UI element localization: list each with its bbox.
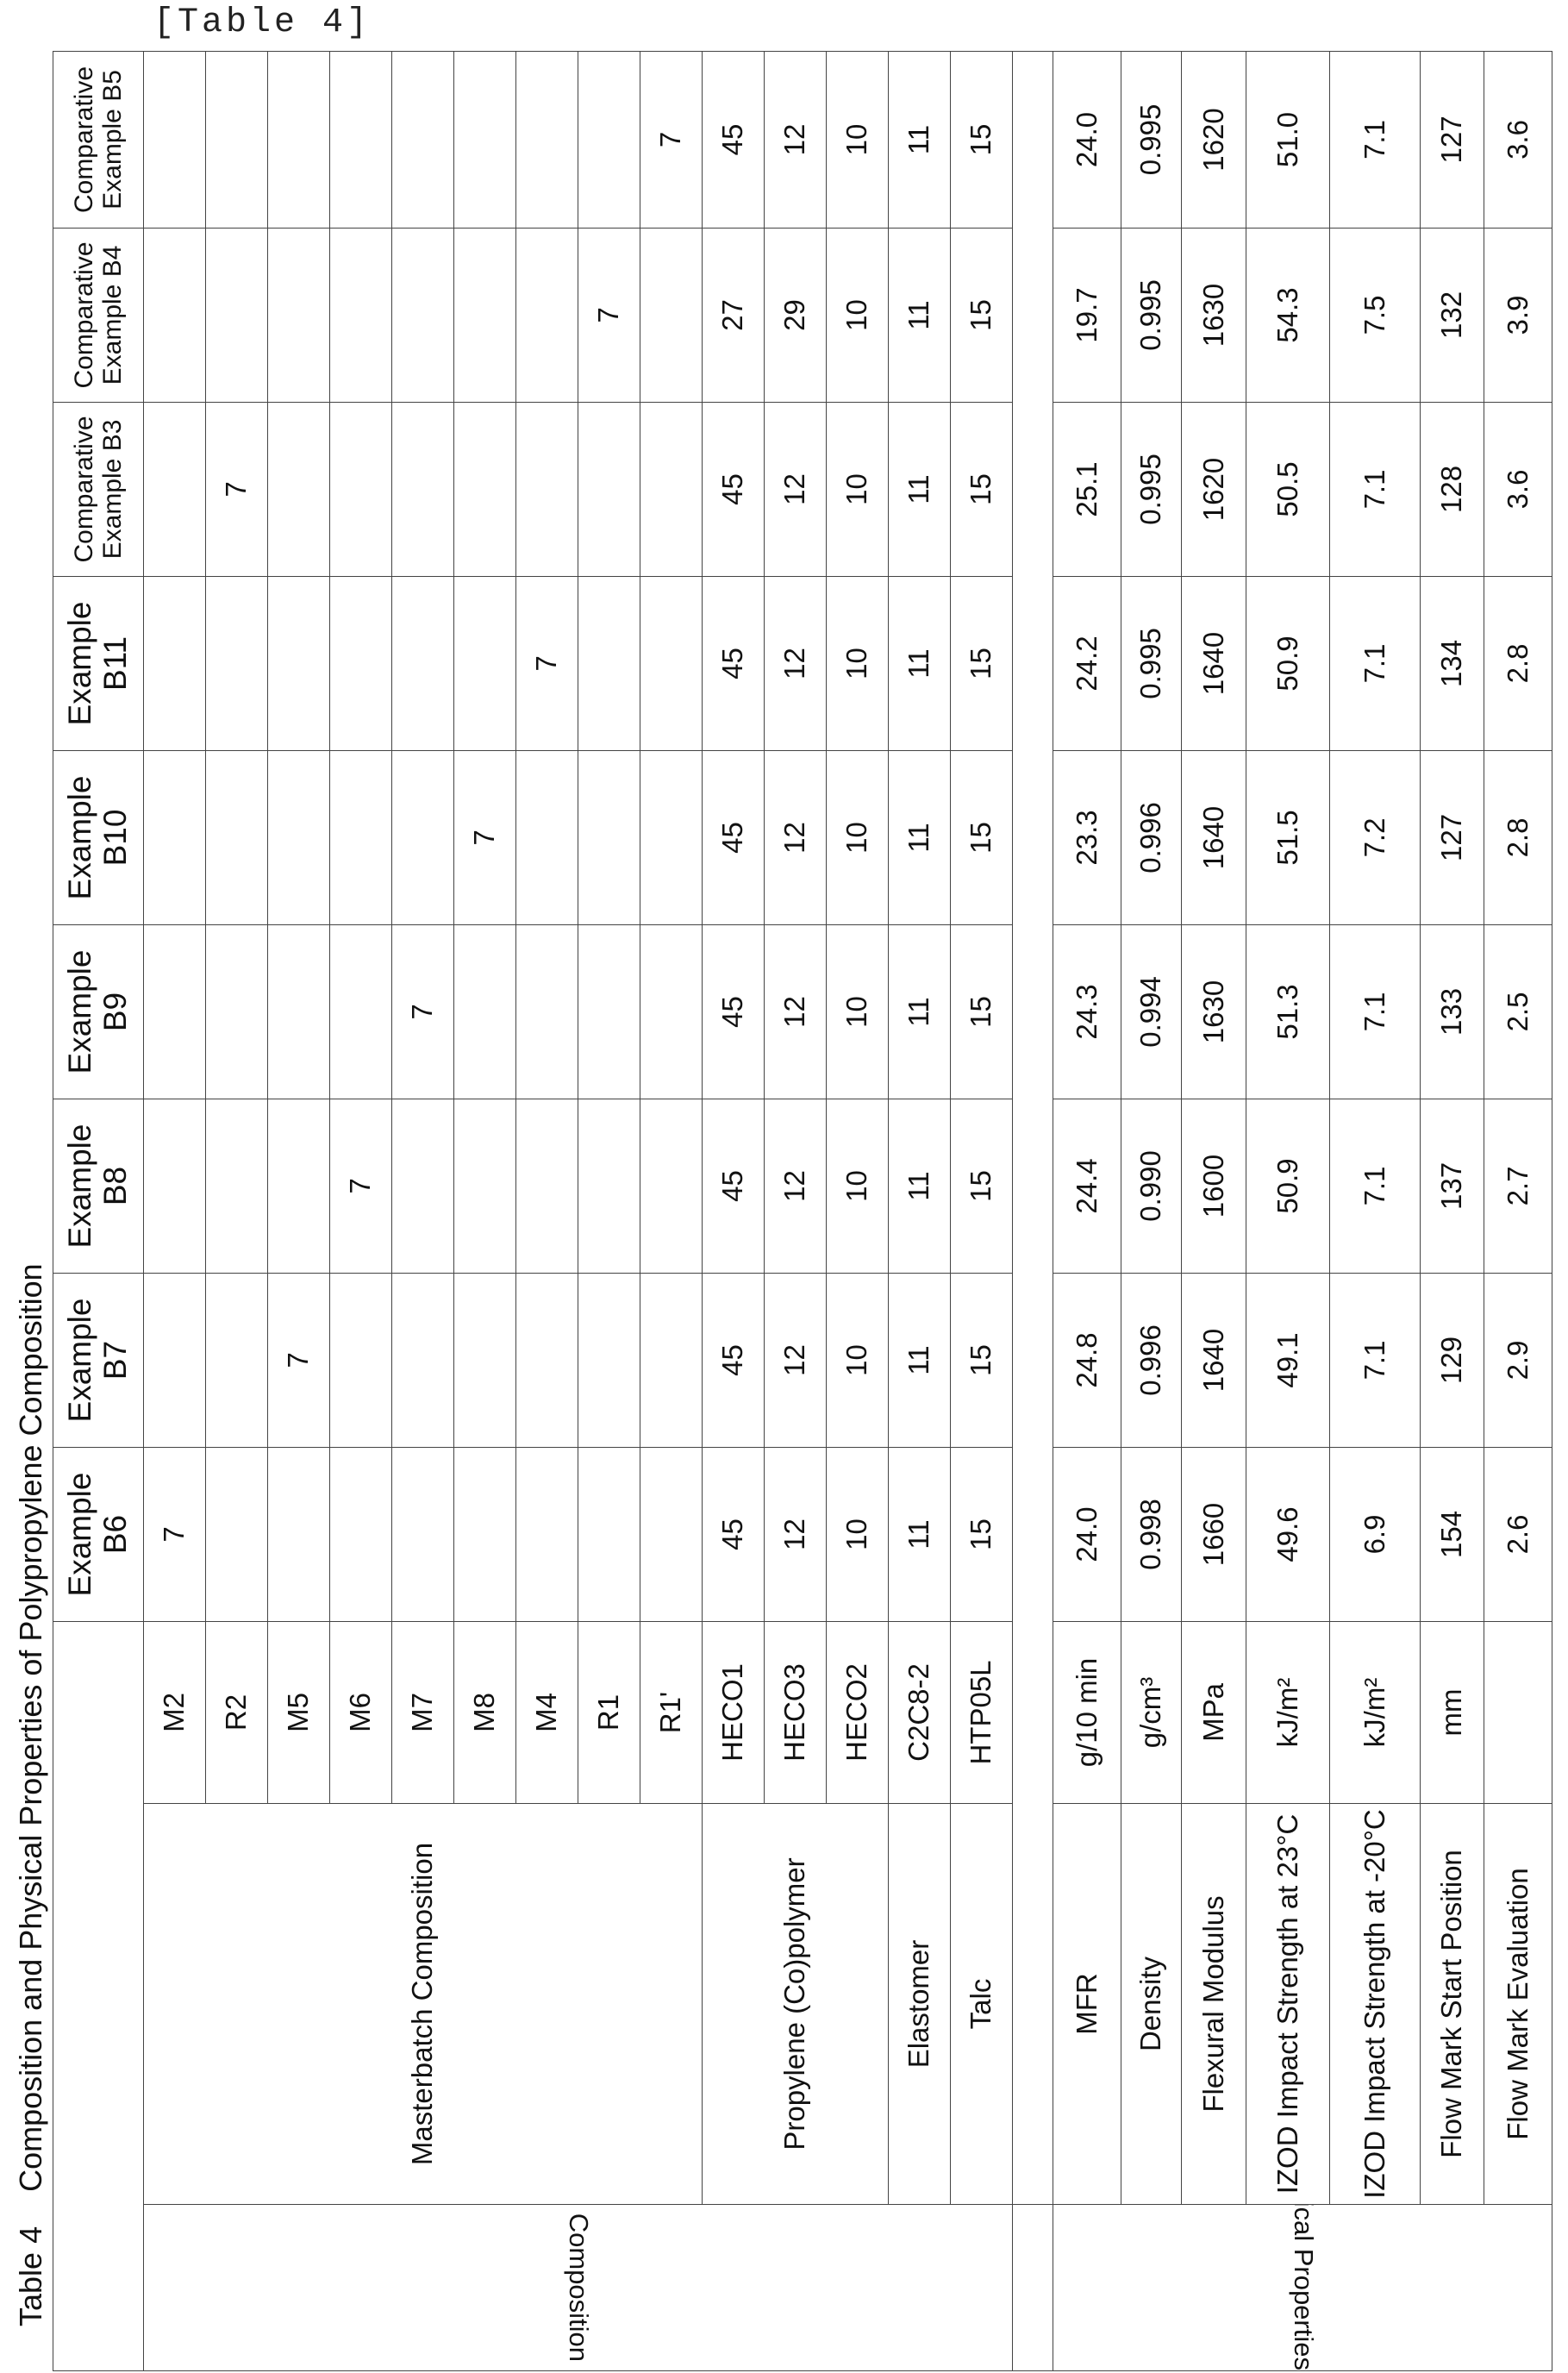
value-cell: 15	[951, 1273, 1013, 1447]
value-cell: 29	[765, 228, 827, 402]
value-cell	[578, 750, 640, 924]
value-cell	[144, 1273, 206, 1447]
value-cell	[268, 924, 330, 1099]
value-cell	[330, 51, 392, 228]
value-cell: 15	[951, 576, 1013, 750]
component-label: HECO1	[703, 1621, 765, 1803]
value-cell: 10	[827, 1273, 889, 1447]
property-label: Density	[1121, 1804, 1182, 2205]
value-cell	[392, 1447, 454, 1621]
column-header: Example B11	[53, 576, 144, 750]
value-cell	[268, 228, 330, 402]
group-label: Propylene (Co)polymer	[703, 1804, 889, 2205]
value-cell: 45	[703, 1099, 765, 1273]
table-row	[889, 51, 951, 2370]
value-cell: 7.2	[1330, 750, 1421, 924]
separator-row	[1013, 51, 1053, 2370]
value-cell	[330, 402, 392, 576]
value-cell	[144, 228, 206, 402]
value-cell	[392, 402, 454, 576]
value-cell	[206, 924, 268, 1099]
table-row	[144, 51, 206, 2370]
value-cell	[454, 1273, 516, 1447]
column-header: Example B10	[53, 750, 144, 924]
value-cell	[330, 1273, 392, 1447]
value-cell	[330, 228, 392, 402]
value-cell: 137	[1421, 1099, 1484, 1273]
value-cell: 133	[1421, 924, 1484, 1099]
component-label: HTP05L	[951, 1621, 1013, 1803]
value-cell	[206, 750, 268, 924]
table-row	[951, 51, 1013, 2370]
value-cell	[268, 1099, 330, 1273]
value-cell	[206, 228, 268, 402]
table-row	[1484, 51, 1552, 2370]
value-cell: 3.9	[1484, 228, 1552, 402]
value-cell	[640, 228, 703, 402]
table-title: Table 4 Composition and Physical Properties of Polypropylene Composition	[9, 50, 53, 2371]
value-cell: 3.6	[1484, 402, 1552, 576]
value-cell: 27	[703, 228, 765, 402]
value-cell	[206, 576, 268, 750]
value-cell: 11	[889, 1099, 951, 1273]
column-header: Comparative Example B4	[53, 228, 144, 402]
value-cell: 127	[1421, 750, 1484, 924]
unit-label	[1484, 1621, 1552, 1803]
property-label: MFR	[1053, 1804, 1121, 2205]
value-cell: 24.0	[1053, 1447, 1121, 1621]
value-cell: 11	[889, 750, 951, 924]
document-label: [Table 4]	[153, 3, 371, 42]
value-cell: 1660	[1182, 1447, 1246, 1621]
value-cell	[144, 576, 206, 750]
table-row	[1421, 51, 1484, 2370]
value-cell: 134	[1421, 576, 1484, 750]
value-cell: 7	[268, 1273, 330, 1447]
value-cell	[578, 924, 640, 1099]
value-cell	[454, 576, 516, 750]
value-cell	[516, 402, 578, 576]
value-cell: 1600	[1182, 1099, 1246, 1273]
component-label: M6	[330, 1621, 392, 1803]
value-cell	[578, 576, 640, 750]
column-header: Example B6	[53, 1447, 144, 1621]
value-cell: 12	[765, 402, 827, 576]
value-cell: 15	[951, 924, 1013, 1099]
value-cell	[516, 228, 578, 402]
value-cell: 1620	[1182, 51, 1246, 228]
value-cell: 7.1	[1330, 402, 1421, 576]
value-cell: 51.0	[1246, 51, 1330, 228]
value-cell	[516, 750, 578, 924]
header-corner-cell	[53, 1621, 144, 2370]
value-cell: 12	[765, 51, 827, 228]
unit-label: kJ/m²	[1246, 1621, 1330, 1803]
value-cell	[454, 228, 516, 402]
value-cell: 7.1	[1330, 1099, 1421, 1273]
separator-cell	[1013, 2205, 1053, 2371]
value-cell	[330, 576, 392, 750]
value-cell	[330, 924, 392, 1099]
property-label: IZOD Impact Strength at -20°C	[1330, 1804, 1421, 2205]
value-cell: 11	[889, 228, 951, 402]
value-cell: 10	[827, 750, 889, 924]
value-cell: 1630	[1182, 228, 1246, 402]
value-cell: 24.4	[1053, 1099, 1121, 1273]
value-cell	[392, 1273, 454, 1447]
value-cell: 45	[703, 1273, 765, 1447]
value-cell: 0.990	[1121, 1099, 1182, 1273]
category-physical-properties	[1053, 2205, 1552, 2371]
value-cell: 2.8	[1484, 576, 1552, 750]
value-cell: 11	[889, 51, 951, 228]
component-label: R1	[578, 1621, 640, 1803]
value-cell: 15	[951, 51, 1013, 228]
value-cell: 7	[454, 750, 516, 924]
table-row	[1182, 51, 1246, 2370]
value-cell	[144, 402, 206, 576]
group-label: Talc	[951, 1804, 1013, 2205]
value-cell: 24.0	[1053, 51, 1121, 228]
value-cell	[268, 1447, 330, 1621]
value-cell: 12	[765, 750, 827, 924]
value-cell: 7	[144, 1447, 206, 1621]
category-label: Physical Properties	[1289, 2205, 1318, 2371]
value-cell	[454, 1447, 516, 1621]
value-cell	[268, 51, 330, 228]
value-cell	[206, 1447, 268, 1621]
value-cell	[640, 576, 703, 750]
value-cell	[516, 1273, 578, 1447]
value-cell	[578, 402, 640, 576]
table-row	[703, 51, 765, 2370]
unit-label: MPa	[1182, 1621, 1246, 1803]
value-cell	[516, 51, 578, 228]
value-cell	[578, 51, 640, 228]
group-label: Masterbatch Composition	[144, 1804, 703, 2205]
value-cell: 10	[827, 51, 889, 228]
component-label: M7	[392, 1621, 454, 1803]
value-cell: 0.994	[1121, 924, 1182, 1099]
value-cell: 11	[889, 1447, 951, 1621]
value-cell: 11	[889, 402, 951, 576]
value-cell	[392, 51, 454, 228]
column-header: Example B7	[53, 1273, 144, 1447]
value-cell: 10	[827, 576, 889, 750]
value-cell: 128	[1421, 402, 1484, 576]
component-label: M5	[268, 1621, 330, 1803]
value-cell	[206, 1099, 268, 1273]
value-cell	[516, 1447, 578, 1621]
value-cell: 10	[827, 228, 889, 402]
value-cell: 7	[578, 228, 640, 402]
rotated-table-page	[9, 50, 1560, 2371]
value-cell: 11	[889, 1273, 951, 1447]
unit-label: kJ/m²	[1330, 1621, 1421, 1803]
value-cell	[268, 750, 330, 924]
property-label: Flow Mark Evaluation	[1484, 1804, 1552, 2205]
value-cell	[454, 924, 516, 1099]
column-header: Comparative Example B3	[53, 402, 144, 576]
value-cell	[330, 750, 392, 924]
value-cell	[578, 1273, 640, 1447]
table-row	[1053, 51, 1121, 2370]
table-row	[1246, 51, 1330, 2370]
value-cell	[268, 402, 330, 576]
value-cell: 0.996	[1121, 1273, 1182, 1447]
column-header: Example B9	[53, 924, 144, 1099]
unit-label: mm	[1421, 1621, 1484, 1803]
value-cell: 6.9	[1330, 1447, 1421, 1621]
value-cell: 10	[827, 924, 889, 1099]
value-cell	[330, 1447, 392, 1621]
value-cell: 51.3	[1246, 924, 1330, 1099]
value-cell	[640, 1447, 703, 1621]
component-label: HECO2	[827, 1621, 889, 1803]
value-cell	[392, 576, 454, 750]
value-cell: 11	[889, 576, 951, 750]
value-cell: 54.3	[1246, 228, 1330, 402]
column-header: Example B8	[53, 1099, 144, 1273]
value-cell: 45	[703, 402, 765, 576]
value-cell: 10	[827, 1447, 889, 1621]
value-cell	[144, 924, 206, 1099]
value-cell: 0.998	[1121, 1447, 1182, 1621]
value-cell: 7.1	[1330, 1273, 1421, 1447]
value-cell: 10	[827, 402, 889, 576]
value-cell	[144, 1099, 206, 1273]
value-cell: 11	[889, 924, 951, 1099]
value-cell	[454, 402, 516, 576]
value-cell: 45	[703, 51, 765, 228]
value-cell	[206, 51, 268, 228]
value-cell: 23.3	[1053, 750, 1121, 924]
value-cell: 0.995	[1121, 402, 1182, 576]
value-cell: 154	[1421, 1447, 1484, 1621]
value-cell: 45	[703, 750, 765, 924]
value-cell: 51.5	[1246, 750, 1330, 924]
value-cell: 12	[765, 1099, 827, 1273]
component-label: HECO3	[765, 1621, 827, 1803]
value-cell	[206, 1273, 268, 1447]
value-cell	[516, 1099, 578, 1273]
unit-label: g/10 min	[1053, 1621, 1121, 1803]
component-label: M4	[516, 1621, 578, 1803]
column-header: Comparative Example B5	[53, 51, 144, 228]
value-cell	[144, 750, 206, 924]
value-cell: 0.995	[1121, 228, 1182, 402]
value-cell: 15	[951, 402, 1013, 576]
property-label: Flexural Modulus	[1182, 1804, 1246, 2205]
value-cell	[392, 750, 454, 924]
value-cell: 50.9	[1246, 1099, 1330, 1273]
value-cell: 7	[206, 402, 268, 576]
value-cell: 1640	[1182, 576, 1246, 750]
separator-cell	[1013, 51, 1053, 2204]
value-cell	[454, 51, 516, 228]
value-cell: 2.8	[1484, 750, 1552, 924]
value-cell: 2.5	[1484, 924, 1552, 1099]
value-cell	[640, 1273, 703, 1447]
value-cell: 15	[951, 228, 1013, 402]
category-composition	[144, 2205, 1013, 2371]
value-cell	[640, 1099, 703, 1273]
value-cell: 7	[640, 51, 703, 228]
table-row	[1121, 51, 1182, 2370]
value-cell: 25.1	[1053, 402, 1121, 576]
value-cell	[578, 1447, 640, 1621]
value-cell: 24.3	[1053, 924, 1121, 1099]
value-cell: 15	[951, 1447, 1013, 1621]
value-cell: 15	[951, 1099, 1013, 1273]
value-cell: 19.7	[1053, 228, 1121, 402]
group-label: Elastomer	[889, 1804, 951, 2205]
value-cell: 1620	[1182, 402, 1246, 576]
value-cell: 7	[392, 924, 454, 1099]
value-cell	[268, 576, 330, 750]
value-cell: 132	[1421, 228, 1484, 402]
value-cell: 45	[703, 1447, 765, 1621]
value-cell: 50.5	[1246, 402, 1330, 576]
value-cell: 49.1	[1246, 1273, 1330, 1447]
value-cell: 0.995	[1121, 576, 1182, 750]
header-row	[53, 51, 144, 2370]
component-label: M8	[454, 1621, 516, 1803]
value-cell: 7	[330, 1099, 392, 1273]
value-cell: 1640	[1182, 1273, 1246, 1447]
value-cell	[392, 228, 454, 402]
component-label: M2	[144, 1621, 206, 1803]
value-cell	[578, 1099, 640, 1273]
value-cell: 7	[516, 576, 578, 750]
value-cell: 7.1	[1330, 51, 1421, 228]
value-cell: 0.996	[1121, 750, 1182, 924]
value-cell: 1630	[1182, 924, 1246, 1099]
value-cell: 127	[1421, 51, 1484, 228]
component-label: R2	[206, 1621, 268, 1803]
value-cell: 49.6	[1246, 1447, 1330, 1621]
value-cell: 45	[703, 924, 765, 1099]
value-cell	[640, 924, 703, 1099]
property-label: IZOD Impact Strength at 23°C	[1246, 1804, 1330, 2205]
value-cell: 12	[765, 576, 827, 750]
value-cell	[640, 750, 703, 924]
value-cell: 50.9	[1246, 576, 1330, 750]
value-cell: 2.6	[1484, 1447, 1552, 1621]
value-cell	[392, 1099, 454, 1273]
value-cell	[454, 1099, 516, 1273]
value-cell: 2.7	[1484, 1099, 1552, 1273]
composition-properties-table	[53, 51, 1552, 2371]
value-cell: 7.5	[1330, 228, 1421, 402]
value-cell: 129	[1421, 1273, 1484, 1447]
value-cell: 12	[765, 924, 827, 1099]
value-cell: 12	[765, 1447, 827, 1621]
category-label: Composition	[564, 2213, 593, 2362]
value-cell: 1640	[1182, 750, 1246, 924]
component-label: C2C8-2	[889, 1621, 951, 1803]
value-cell: 7.1	[1330, 924, 1421, 1099]
value-cell: 15	[951, 750, 1013, 924]
value-cell: 2.9	[1484, 1273, 1552, 1447]
value-cell: 10	[827, 1099, 889, 1273]
value-cell: 24.8	[1053, 1273, 1121, 1447]
value-cell: 45	[703, 576, 765, 750]
value-cell	[144, 51, 206, 228]
component-label: R1'	[640, 1621, 703, 1803]
value-cell	[516, 924, 578, 1099]
value-cell: 7.1	[1330, 576, 1421, 750]
value-cell: 0.995	[1121, 51, 1182, 228]
value-cell	[640, 402, 703, 576]
value-cell: 3.6	[1484, 51, 1552, 228]
value-cell: 12	[765, 1273, 827, 1447]
unit-label: g/cm³	[1121, 1621, 1182, 1803]
property-label: Flow Mark Start Position	[1421, 1804, 1484, 2205]
value-cell: 24.2	[1053, 576, 1121, 750]
table-row	[1330, 51, 1421, 2370]
